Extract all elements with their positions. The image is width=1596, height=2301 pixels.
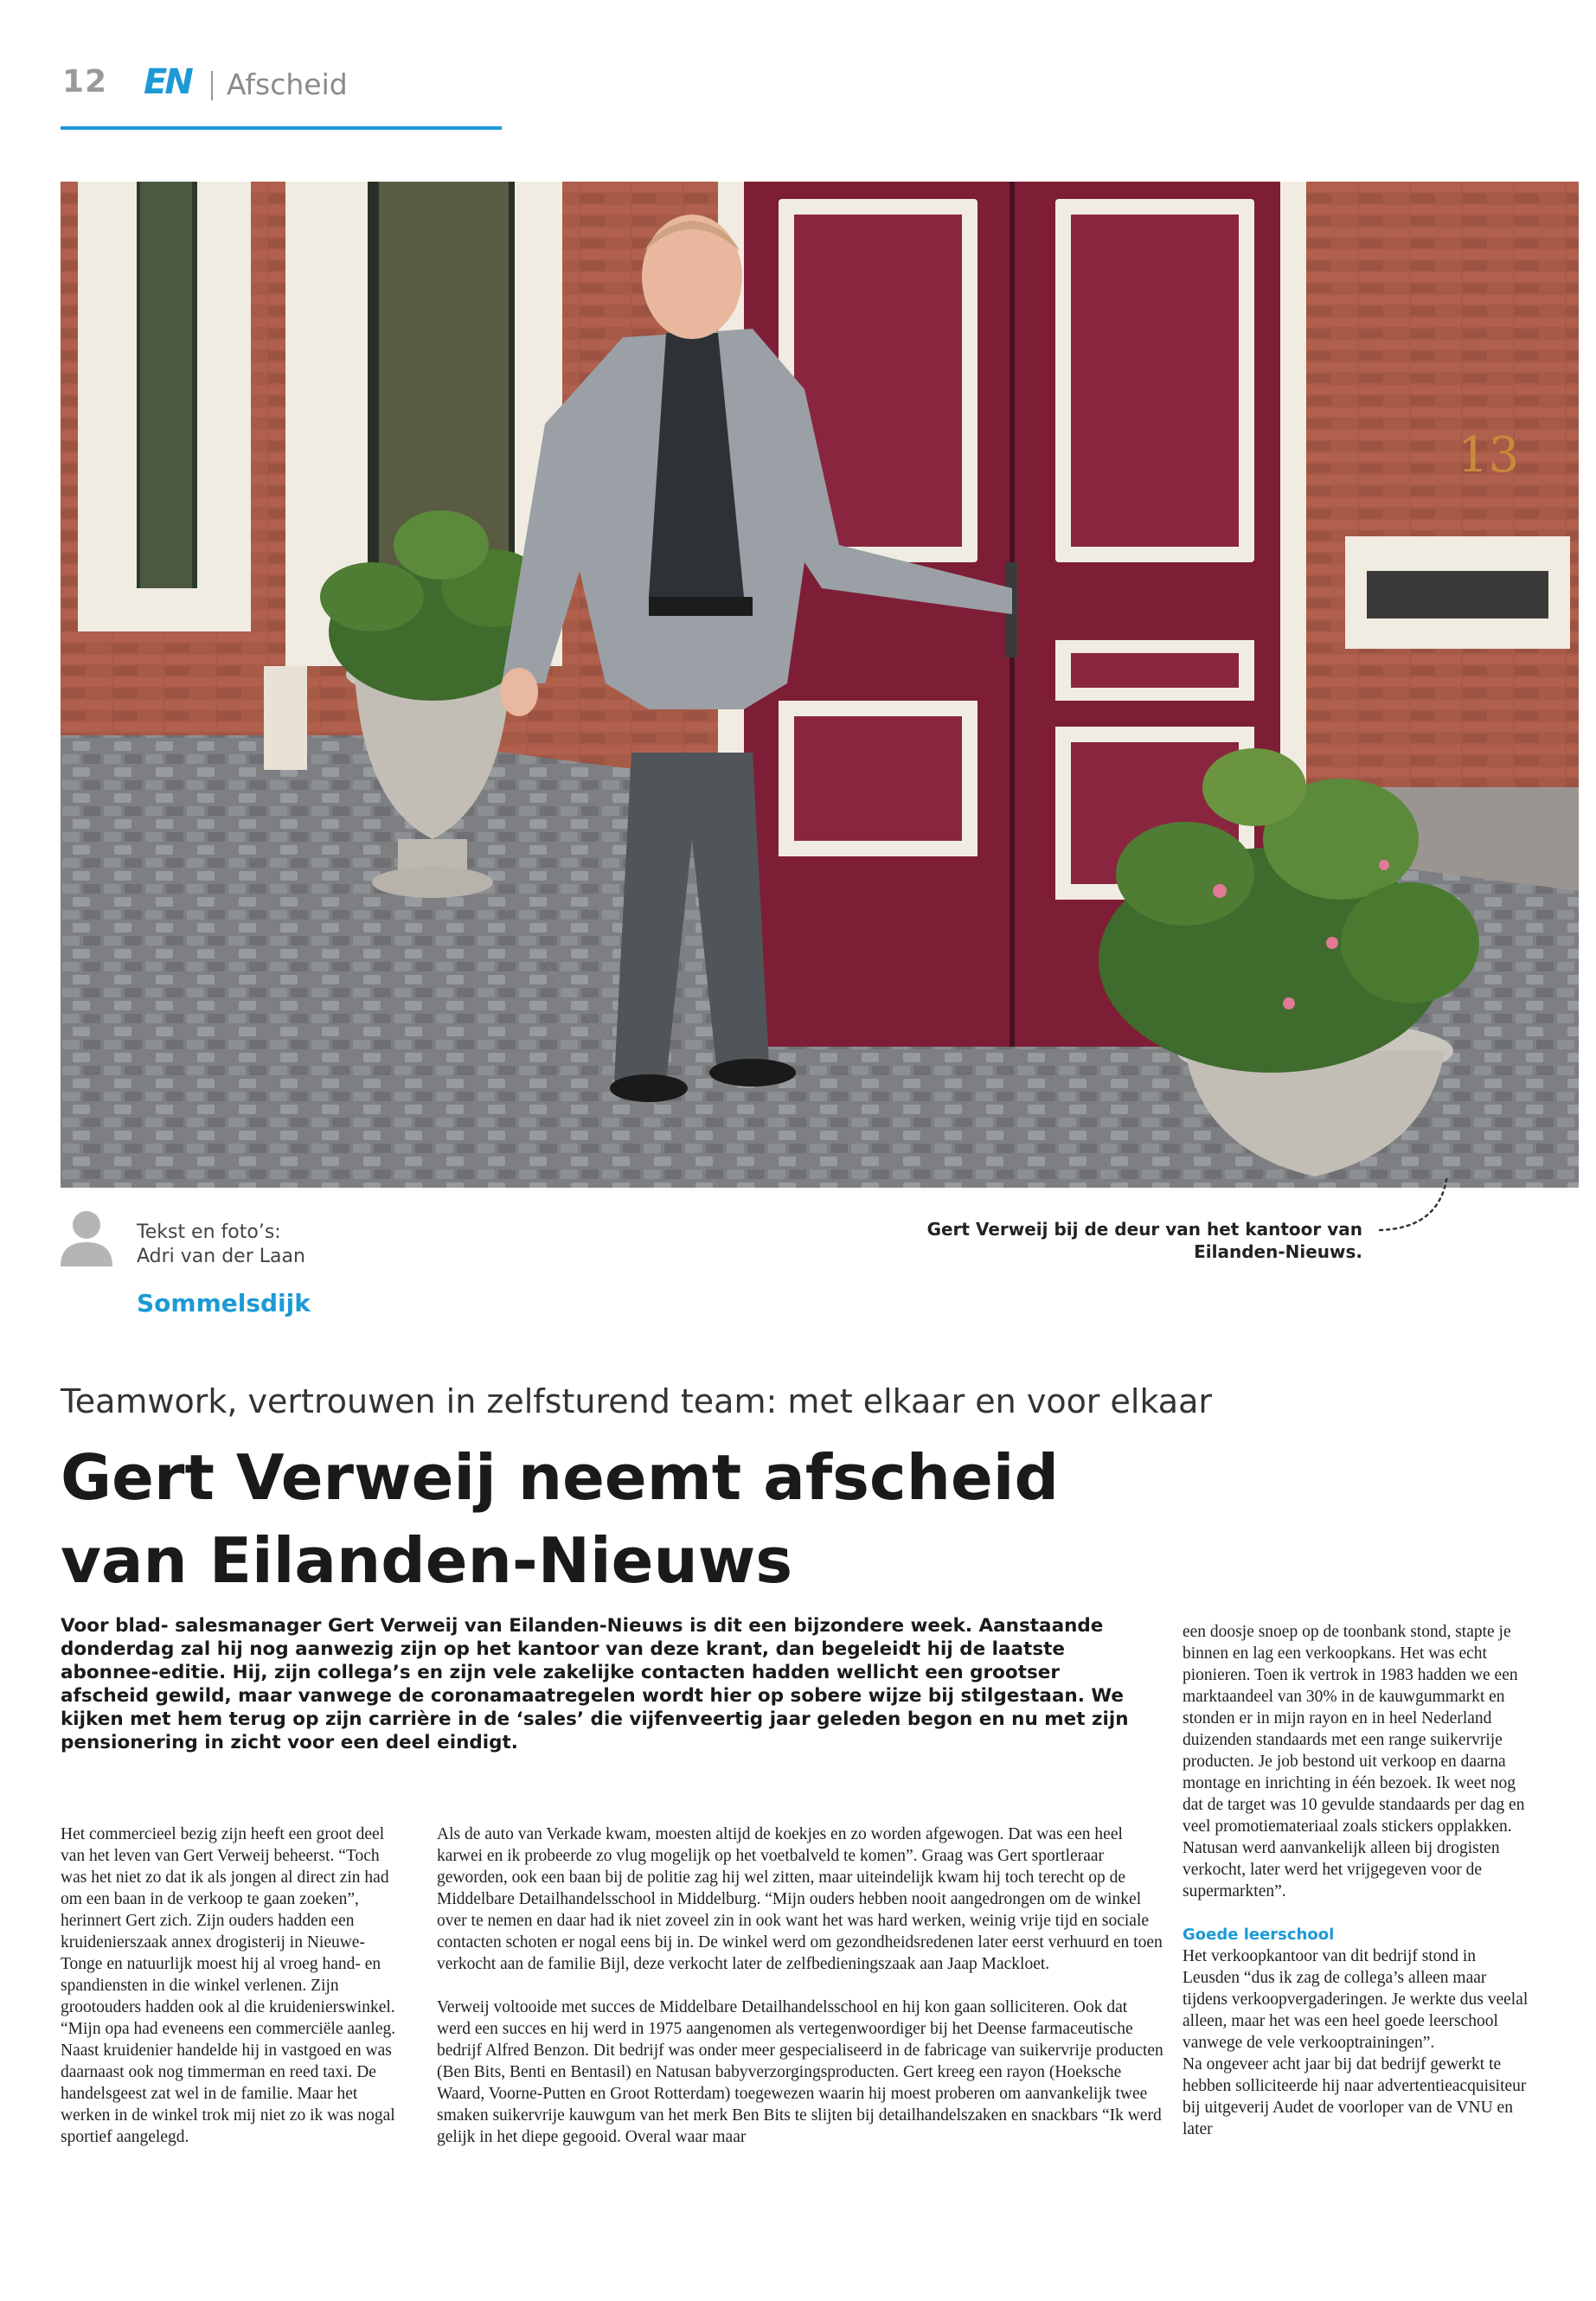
page-number: 12 [62,64,108,99]
paragraph: Het verkoopkantoor van dit bedrijf stond in Leusden “dus ik zag de collega’s alleen maar tijdens verkoopvergaderingen. Je werkte dus veelal alleen, maar het was een heel goede leerschool vanwege de vele verkooptrainingen”. [1183,1947,1529,2052]
paragraph: Het commercieel bezig zijn heeft een groot deel van het leven van Gert Verweij beheerst. “Toch was het niet zo dat ik als jongen al direct zin had om een baan in de verkoop te gaan zoeken”, herinnert Gert zich. Zijn ouders hadden een kruidenierszaak annex drogisterij in Nieuwe-Tonge en natuurlijk moest hij al vroeg hand- en spandiensten in die winkel verlenen. Zijn grootouders hadden ook al die kruidenierswinkel. “Mijn opa had eveneens een commerciële aanleg. Naast kruidenier handelde hij in vastgoed en was daarnaast ook nog timmerman en reed taxi. De handelsgeest zat wel in de familie. Maar het werken in de winkel trok mij niet zo ik was nogal sportief aangelegd. [61,1825,396,2146]
newspaper-logo: EN [144,62,191,102]
author-avatar-icon [61,1209,112,1266]
dateline-location: Sommelsdijk [137,1289,311,1317]
paragraph: Als de auto van Verkade kwam, moesten altijd de koekjes en zo worden afgewogen. Dat was een heel karwei en ik probeerde zo vlug mogelijk op het voetbalveld te komen”. Graag was Gert sportleraar geworden, ook een baan bij de politie zag hij wel zitten, maar uiteindelijk kwam hij toch terecht op de Middelbare Detailhandelsschool in Middelburg. “Mijn ouders hebben nooit aangedrongen om de winkel over te nemen en daar had ik niet zoveel zin in ook want het was hard werken, weinig vrije tijd en sociale contacten schoten er nogal eens bij in. De winkel werd om gezondheidsredenen later eerst verhuurd en toen verkocht aan de familie Bijl, deze verkocht later de zelfbedieningszaak aan Jaap Mackloet. [437,1825,1163,1973]
body-column-3 [1183,1621,1529,2140]
paragraph: een doosje snoep op de toonbank stond, stapte je binnen en lag een verkoopkans. Het was echt pionieren. Toen ik vertrok in 1983 hadden we een marktaandeel van 30% in de kauwgummarkt en stonden er in mijn rayon en in heel Nederland duizenden standaards met een range suikervrije producten. Je job bestond uit verkoop en daarna montage en inrichting in één bezoek. Ik weet nog dat de target was 10 gevulde standaards per dag en veel promotiemateriaal zoals stickers opplakken. Natusan werd aanvankelijk alleen bij drogisten verkocht, later werd het vrijgegeven voor de supermarkten”. [1183,1623,1525,1900]
body-column-1 [61,1823,407,2170]
paragraph: Verweij voltooide met succes de Middelbare Detailhandelsschool en hij kon gaan solliciteren. Ook dat werd een succes en hij werd in 1975 aangenomen als vertegenwoordiger bij het Deense farmaceutische bedrijf Alfred Benzon. Dit bedrijf was onder meer gespecialiseerd in de fabricage van suikervrije producten (Ben Bits, Benti en Bentasil) en Natusan babyverzorgingsproducten. Gert kreeg een rayon (Hoeksche Waard, Voorne-Putten en Groot Rotterdam) toegewezen waarin hij moest proberen om aanvankelijk twee smaken suikervrije kauwgum van het merk Ben Bits te slijten bij detailhandelszaken en snackbars “Ik werd gelijk in het diepe gegooid. Overal waar maar [437,1998,1163,2146]
article-lead: Voor blad- salesmanager Gert Verweij van Eilanden-Nieuws is dit een bijzondere week. Aanstaande donderdag zal hij nog aanwezig zijn op het kantoor van deze krant, dan begeleidt hij de laatste abonnee-editie. Hij, zijn collega’s en zijn vele zakelijke contacten hadden wellicht een grootser afscheid gewild, maar vanwege de coronamaatregelen wordt hier op sobere wijze bij stilgestaan. We kijken met hem terug op zijn carrière in de ‘sales’ die vijfenveertig jaar geleden begon en nu met zijn pensionering in zicht voor een deel eindigt. [61,1615,1129,1753]
photo-caption: Gert Verweij bij de deur van het kantoor van Eilanden-Nieuws. [926,1219,1362,1262]
article-subheading: Teamwork, vertrouwen in zelfsturend team: met elkaar en voor elkaar [61,1382,1212,1420]
article-headline: Gert Verweij neemt afscheid van Eilanden-Nieuws [61,1441,1060,1597]
caption-pointer-icon [1371,1168,1458,1237]
section-title: Afscheid [227,67,348,101]
credit-label: Tekst en foto’s: [137,1221,281,1243]
masthead-rule [61,126,502,130]
section-subheading: Goede leerschool [1183,1926,1335,1944]
body-column-2 [437,1823,1163,2170]
masthead-separator [211,71,213,100]
paragraph: Na ongeveer acht jaar bij dat bedrijf gewerkt te hebben solliciteerde hij naar advertentieacquisiteur bij uitgeverij Audet de voorloper van de VNU en later [1183,2055,1527,2138]
credit-author: Adri van der Laan [137,1246,305,1267]
article-photo [61,182,1579,1188]
house-number: 13 [1458,427,1520,484]
